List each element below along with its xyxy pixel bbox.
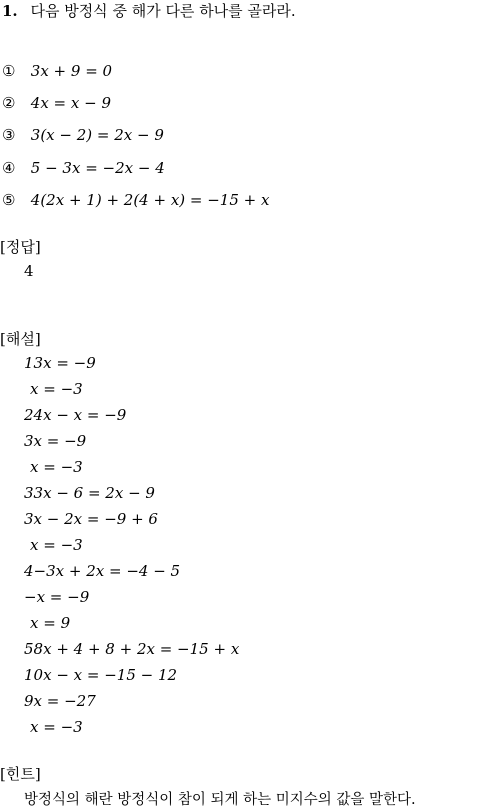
- option-5: [2, 191, 269, 209]
- explanation-line: 4−3x + 2x = −4 − 5: [24, 562, 181, 580]
- explanation-line: 3x − 2x = −9 + 6: [24, 510, 158, 528]
- option-4: [2, 159, 165, 177]
- option-mark: ①: [2, 62, 16, 80]
- explanation-line: x = −3: [30, 458, 83, 476]
- option-equation: 3(x − 2) = 2x − 9: [30, 126, 164, 144]
- question-number: 1.: [2, 2, 18, 20]
- hint-heading: [힌트]: [0, 765, 41, 783]
- option-equation: 3x + 9 = 0: [30, 62, 113, 80]
- option-equation: 4(2x + 1) + 2(4 + x) = −15 + x: [30, 191, 270, 209]
- answer-heading: [정답]: [0, 238, 41, 256]
- explanation-line: x = −3: [30, 536, 83, 554]
- option-2: [2, 94, 111, 112]
- explanation-line: x = −3: [30, 718, 83, 736]
- option-mark: ②: [2, 94, 16, 112]
- explanation-line: 33x − 6 = 2x − 9: [24, 484, 155, 502]
- option-1: [2, 62, 112, 80]
- explanation-line: −x = −9: [24, 588, 90, 606]
- hint-text: 방정식의 해란 방정식이 참이 되게 하는 미지수의 값을 말한다.: [24, 792, 416, 808]
- explanation-heading: [해설]: [0, 330, 41, 348]
- option-mark: ⑤: [2, 191, 16, 209]
- question: [2, 0, 296, 21]
- explanation-line: 58x + 4 + 8 + 2x = −15 + x: [24, 640, 240, 658]
- answer-value: 4: [24, 262, 34, 280]
- explanation-line: 3x = −9: [24, 432, 87, 450]
- option-3: [2, 126, 164, 144]
- question-text: 다음 방정식 중 해가 다른 하나를 골라라.: [30, 2, 296, 20]
- explanation-line: 13x = −9: [24, 354, 96, 372]
- explanation-line: 24x − x = −9: [24, 406, 127, 424]
- option-equation: 5 − 3x = −2x − 4: [30, 159, 165, 177]
- option-mark: ③: [2, 126, 16, 144]
- option-equation: 4x = x − 9: [30, 94, 111, 112]
- explanation-line: x = −3: [30, 380, 83, 398]
- option-mark: ④: [2, 159, 16, 177]
- explanation-line: x = 9: [30, 614, 71, 632]
- explanation-line: 9x = −27: [24, 692, 96, 710]
- explanation-line: 10x − x = −15 − 12: [24, 666, 178, 684]
